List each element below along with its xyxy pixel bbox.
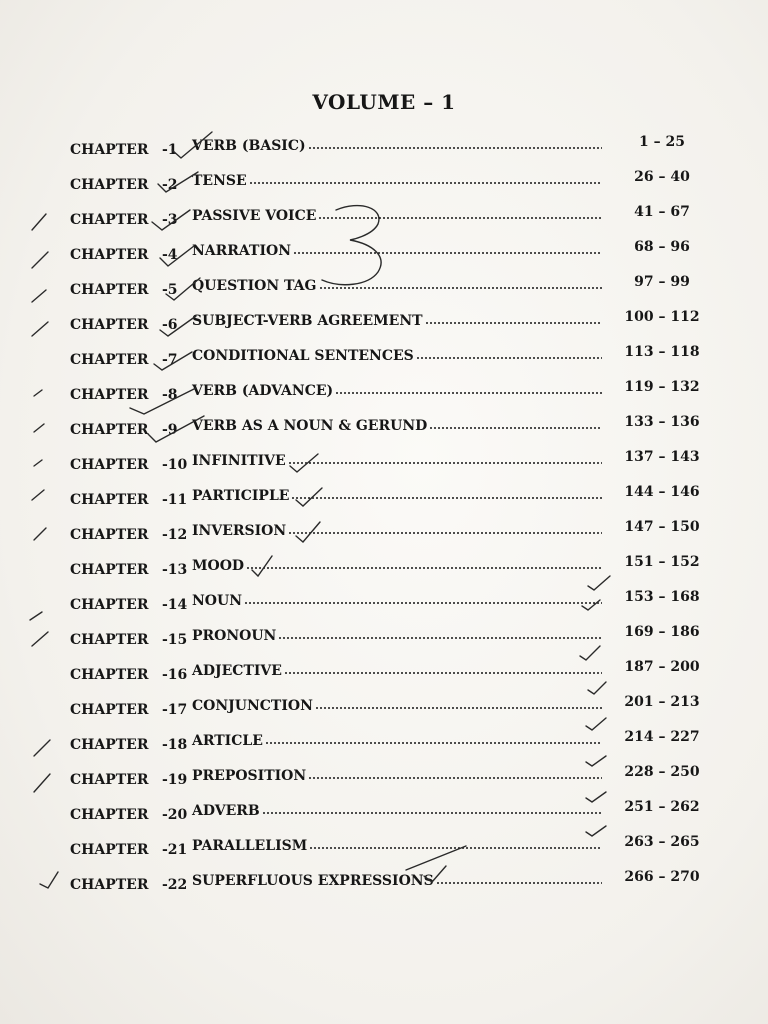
page-range: 137 – 143	[624, 449, 700, 465]
chapter-title-line	[192, 453, 602, 469]
chapter-number: -10	[162, 457, 188, 473]
chapter-title: ARTICLE	[192, 733, 263, 749]
leader-dots	[436, 881, 602, 885]
page-range: 266 – 270	[624, 869, 700, 885]
chapter-title: PREPOSITION	[192, 768, 307, 784]
toc-row	[70, 554, 706, 582]
leader-dots	[308, 146, 602, 150]
toc-row	[70, 449, 706, 477]
leader-dots	[425, 321, 602, 325]
chapter-label: CHAPTER	[70, 842, 149, 858]
toc-row	[70, 659, 706, 687]
page-range: 113 – 118	[624, 344, 700, 360]
toc-row	[70, 764, 706, 792]
page-range: 97 – 99	[634, 274, 690, 290]
chapter-title: ADJECTIVE	[192, 663, 282, 679]
chapter-label: CHAPTER	[70, 702, 149, 718]
chapter-title-line	[192, 628, 602, 644]
chapter-label: CHAPTER	[70, 352, 149, 368]
leader-dots	[262, 811, 602, 815]
chapter-number: -19	[162, 772, 188, 788]
chapter-title-line	[192, 418, 602, 434]
page-range: 119 – 132	[624, 379, 700, 395]
leader-dots	[246, 566, 602, 570]
toc-row	[70, 239, 706, 267]
chapter-title: CONDITIONAL SENTENCES	[192, 348, 414, 364]
toc-row	[70, 624, 706, 652]
leader-dots	[308, 776, 602, 780]
chapter-title: CONJUNCTION	[192, 698, 313, 714]
chapter-title: VERB (BASIC)	[192, 138, 306, 154]
chapter-title: PRONOUN	[192, 628, 277, 644]
chapter-title: PARALLELISM	[192, 838, 308, 854]
chapter-number: -17	[162, 702, 188, 718]
chapter-number: -22	[162, 877, 188, 893]
toc-row	[70, 484, 706, 512]
chapter-title: MOOD	[192, 558, 245, 574]
chapter-number: -3	[162, 212, 178, 228]
leader-dots	[309, 846, 602, 850]
chapter-label: CHAPTER	[70, 142, 149, 158]
chapter-number: -15	[162, 632, 188, 648]
chapter-title-line	[192, 173, 602, 189]
page-range: 144 – 146	[624, 484, 700, 500]
leader-dots	[288, 531, 602, 535]
chapter-title: NOUN	[192, 593, 242, 609]
chapter-label: CHAPTER	[70, 247, 149, 263]
toc-row	[70, 519, 706, 547]
leader-dots	[284, 671, 602, 675]
toc-row	[70, 134, 706, 162]
chapter-number: -18	[162, 737, 188, 753]
chapter-label: CHAPTER	[70, 387, 149, 403]
page-range: 169 – 186	[624, 624, 700, 640]
chapter-title-line	[192, 558, 602, 574]
leader-dots	[429, 426, 602, 430]
toc-row	[70, 869, 706, 897]
page-range: 263 – 265	[624, 834, 700, 850]
chapter-number: -6	[162, 317, 178, 333]
chapter-title-line	[192, 278, 602, 294]
chapter-title: INVERSION	[192, 523, 287, 539]
volume-heading: VOLUME – 1	[312, 90, 456, 114]
leader-dots	[278, 636, 602, 640]
chapter-label: CHAPTER	[70, 562, 149, 578]
leader-dots	[335, 391, 602, 395]
page-range: 151 – 152	[624, 554, 700, 570]
chapter-title: INFINITIVE	[192, 453, 286, 469]
chapter-title-line	[192, 523, 602, 539]
toc-row	[70, 169, 706, 197]
chapter-number: -2	[162, 177, 178, 193]
toc-row	[70, 344, 706, 372]
toc-row	[70, 274, 706, 302]
chapter-label: CHAPTER	[70, 632, 149, 648]
page-range: 133 – 136	[624, 414, 700, 430]
chapter-number: -20	[162, 807, 188, 823]
leader-dots	[288, 461, 602, 465]
leader-dots	[318, 216, 602, 220]
chapter-number: -21	[162, 842, 188, 858]
chapter-title-line	[192, 208, 602, 224]
chapter-title: SUPERFLUOUS EXPRESSIONS	[192, 873, 434, 889]
leader-dots	[265, 741, 602, 745]
chapter-number: -1	[162, 142, 178, 158]
chapter-label: CHAPTER	[70, 807, 149, 823]
chapter-title-line	[192, 838, 602, 854]
page-range: 228 – 250	[624, 764, 700, 780]
chapter-title: VERB AS A NOUN & GERUND	[192, 418, 428, 434]
leader-dots	[249, 181, 602, 185]
chapter-title-line	[192, 663, 602, 679]
toc-row	[70, 834, 706, 862]
chapter-title-line	[192, 698, 602, 714]
toc-row	[70, 309, 706, 337]
chapter-number: -4	[162, 247, 178, 263]
page-range: 251 – 262	[624, 799, 700, 815]
chapter-title-line	[192, 733, 602, 749]
chapter-number: -9	[162, 422, 178, 438]
leader-dots	[244, 601, 602, 605]
toc-row	[70, 799, 706, 827]
chapter-title: QUESTION TAG	[192, 278, 317, 294]
page-range: 26 – 40	[634, 169, 690, 185]
chapter-label: CHAPTER	[70, 317, 149, 333]
chapter-label: CHAPTER	[70, 877, 149, 893]
chapter-title-line	[192, 383, 602, 399]
page-range: 68 – 96	[634, 239, 690, 255]
chapter-title: PASSIVE VOICE	[192, 208, 317, 224]
chapter-number: -13	[162, 562, 188, 578]
chapter-label: CHAPTER	[70, 422, 149, 438]
chapter-title-line	[192, 138, 602, 154]
toc-row	[70, 379, 706, 407]
chapter-label: CHAPTER	[70, 457, 149, 473]
chapter-label: CHAPTER	[70, 212, 149, 228]
page-range: 187 – 200	[624, 659, 700, 675]
chapter-label: CHAPTER	[70, 177, 149, 193]
chapter-number: -5	[162, 282, 178, 298]
chapter-title: ADVERB	[192, 803, 260, 819]
toc-row	[70, 729, 706, 757]
chapter-label: CHAPTER	[70, 597, 149, 613]
chapter-label: CHAPTER	[70, 492, 149, 508]
leader-dots	[291, 496, 602, 500]
leader-dots	[293, 251, 602, 255]
page-range: 100 – 112	[624, 309, 700, 325]
page-range: 201 – 213	[624, 694, 700, 710]
chapter-title: SUBJECT-VERB AGREEMENT	[192, 313, 423, 329]
chapter-label: CHAPTER	[70, 282, 149, 298]
chapter-label: CHAPTER	[70, 527, 149, 543]
chapter-number: -14	[162, 597, 188, 613]
chapter-title-line	[192, 873, 602, 889]
chapter-label: CHAPTER	[70, 737, 149, 753]
chapter-number: -12	[162, 527, 188, 543]
chapter-title: VERB (ADVANCE)	[192, 383, 334, 399]
chapter-label: CHAPTER	[70, 667, 149, 683]
toc-row	[70, 589, 706, 617]
leader-dots	[319, 286, 603, 290]
page-range: 1 – 25	[639, 134, 685, 150]
chapter-label: CHAPTER	[70, 772, 149, 788]
leader-dots	[315, 706, 602, 710]
chapter-title-line	[192, 768, 602, 784]
page-range: 214 – 227	[624, 729, 700, 745]
toc-row	[70, 694, 706, 722]
chapter-title-line	[192, 593, 602, 609]
toc-row	[70, 204, 706, 232]
chapter-number: -8	[162, 387, 178, 403]
chapter-title: NARRATION	[192, 243, 291, 259]
chapter-number: -16	[162, 667, 188, 683]
chapter-number: -11	[162, 492, 188, 508]
chapter-number: -7	[162, 352, 178, 368]
chapter-title: PARTICIPLE	[192, 488, 290, 504]
leader-dots	[416, 356, 602, 360]
chapter-title-line	[192, 348, 602, 364]
chapter-title: TENSE	[192, 173, 247, 189]
toc-row	[70, 414, 706, 442]
chapter-title-line	[192, 803, 602, 819]
chapter-title-line	[192, 488, 602, 504]
chapter-title-line	[192, 243, 602, 259]
page-range: 41 – 67	[634, 204, 690, 220]
page-range: 153 – 168	[624, 589, 700, 605]
page-range: 147 – 150	[624, 519, 700, 535]
chapter-title-line	[192, 313, 602, 329]
